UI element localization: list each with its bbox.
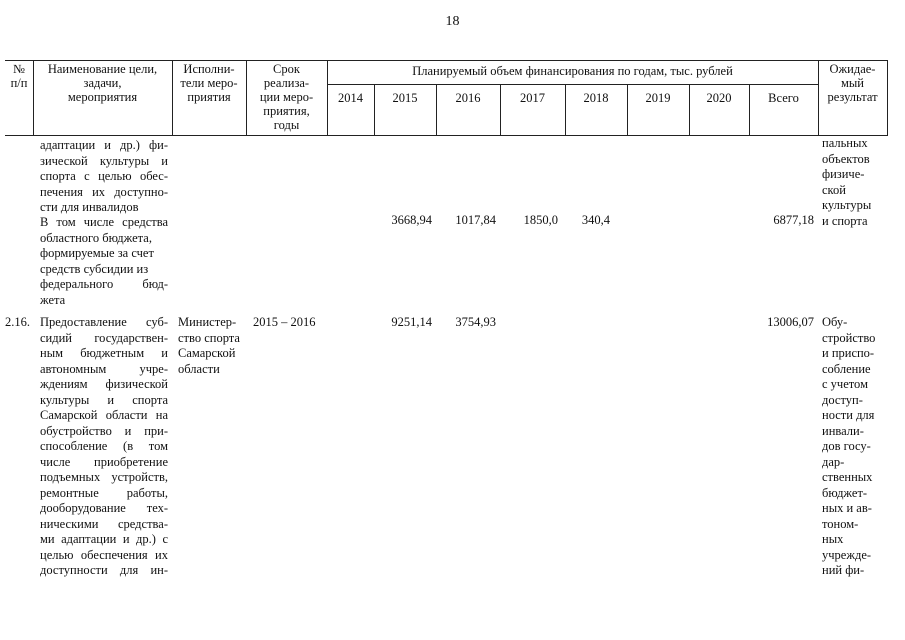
header-term: Срок реализа- ции меро- приятия, годы — [259, 62, 314, 132]
row-number: 2.16. — [5, 315, 30, 329]
header-year: 2015 — [392, 91, 418, 105]
continued-subtotal-name: В том числе средства областного бюджета, формируемые за счет средств субсидии из федерального бюд- жета — [40, 215, 168, 307]
continued-value-2016: 1017,84 — [455, 213, 496, 227]
continued-value-total: 6877,18 — [773, 213, 814, 227]
header-executors: Исполни- тели меро- приятия — [180, 62, 238, 104]
header-year: 2017 — [520, 91, 545, 105]
row-executor: Министер- ство спорта Самарской области — [178, 315, 240, 376]
continued-value-2015: 3668,94 — [391, 213, 432, 227]
row-name: Предоставление суб- сидий государствен- ным бюджетным и автономным учре- ждениям физической культуры и спорта Самарской области на обустройство и при- способление (в том числе приобретение подъемных устройств, ремонтные работы, дооборудование тех- ническими средства- ми адаптации и др.) с целью обеспечения их доступности для ин- — [40, 315, 168, 577]
header-year: 2014 — [338, 91, 363, 105]
header-top-border — [5, 60, 888, 61]
continued-value-2018: 340,4 — [581, 213, 610, 227]
continued-result: пальных объектов физиче- ской культуры и спорта — [822, 136, 872, 228]
continued-value-2017: 1850,0 — [523, 213, 558, 227]
header-result: Ожидае- мый результат — [827, 62, 878, 104]
row-term: 2015 – 2016 — [253, 315, 316, 329]
header-year: 2020 — [706, 91, 732, 105]
header-name: Наименование цели, задачи, мероприятия — [47, 62, 158, 104]
header-bottom-border — [5, 135, 888, 136]
header-year: 2019 — [645, 91, 671, 105]
header-no: № п/п — [10, 62, 28, 90]
continued-name: адаптации и др.) фи- зической культуры и спорта с целью обес- печения их доступно- сти для инвалидов — [40, 138, 168, 214]
row-value-2016: 3754,93 — [455, 315, 496, 329]
page-number: 18 — [445, 14, 460, 29]
header-funding: Планируемый объем финансирования по годам, тыс. рублей — [412, 64, 733, 78]
years-divider — [327, 84, 818, 85]
header-total: Всего — [768, 91, 799, 105]
row-value-total: 13006,07 — [767, 315, 814, 329]
row-value-2015: 9251,14 — [391, 315, 432, 329]
row-result: Обу- стройство и приспо- собление с учетом доступ- ности для инвали- дов госу- дар- ственных бюджет- ных и ав- тоном- ных учрежде- ний фи- — [822, 315, 876, 577]
header-year: 2018 — [583, 91, 609, 105]
header-year: 2016 — [455, 91, 481, 105]
col-line — [887, 60, 888, 135]
